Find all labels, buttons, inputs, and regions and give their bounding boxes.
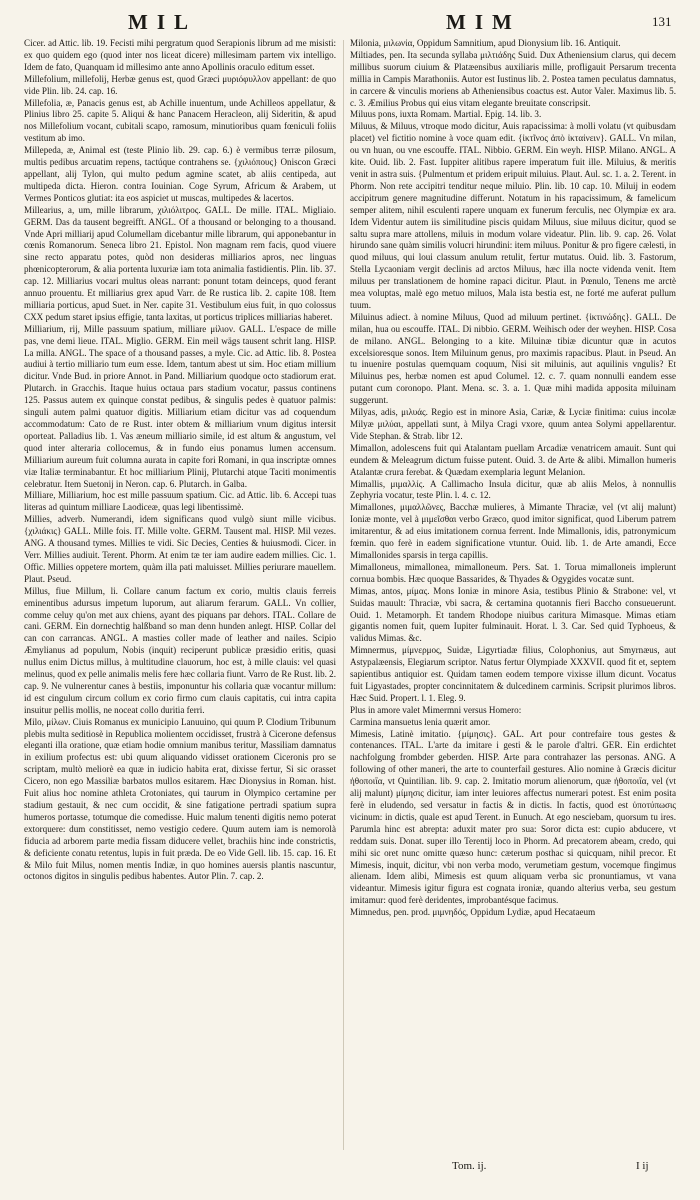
dictionary-entry: Millus, fiue Millum, li. Collare canum factum ex corio, multis clauis ferreis eminentibus adursus impetum luporum, aut aliarum ferarum. GALL. Vn collier, comme celuy qu'on met aux chiens, ayant des piquans par dehors. ITAL. Collare de cani. GERM. Ein dornechtig halßband so man denn hunden anlegt. HISP. Collar del can con carrancas. ANGL. A masties coller made of leather and nailes. Scipio Æmylianus ad populum, Nobis (inquit) reciperunt publicæ præsidio eritis, quasi nullus enim Dictus millus, à multitudine clauorum, hoc est, à mille clauis: vel quasi melinus, quod ex pelle animalis melis fere hæc collaria fiunt. Varro de Re Rust. lib. 2. cap. 9. Ne vulnerentur canes à bestiis, imponuntur his collaria quæ vocantur millum: id est cingulum circum collum ex corio firmo cum clauis capitatis, cui intra capita insuitur pellis mollis, ne noceat collo duritia ferri. [24,585,336,715]
signature-mark: I ij [636,1160,649,1172]
dictionary-entry: Cicer. ad Attic. lib. 19. Fecisti mihi pergratum quod Serapionis librum ad me misisti: ex quo quidem ego (quod inter nos liceat dicere) millesimam partem vix intelligo. Idem de fato, Quanquam id millesimo ante anno Apollinis oraculo editum esset. [24,38,336,72]
dictionary-entry: Mimnedus, pen. prod. μιμνηδός, Oppidum Lydiæ, apud Hecataeum [350,907,596,918]
dictionary-entry: Carmina mansuetus lenia quærit amor. [350,716,491,727]
dictionary-entry: Milliare, Milliarium, hoc est mille passuum spatium. Cic. ad Attic. lib. 6. Accepi tuas literas ad quintum milliare Laodiceæ, quas legi libentissimè. [24,490,336,513]
dictionary-entry: Miltiades, pen. Ita secunda syllaba μιλτιάδης Suid. Dux Atheniensium clarus, qui decem millibus suorum ciuium & Platæensibus auxiliaris mille, profligauit Persarum trecenta millia in Campis Marathoniis. Autor est Iustinus lib. 2. Postea tamen peculatus damnatus, in carcere & vinculis moriens ab Atheniensibus coactus est. Autor Valer. Maximus lib. 5. c. 3. Æmilius Probus qui eius vitam elegante breuitate conscripsit. [350,49,676,108]
dictionary-entry: Mimallones, μιμαλλῶνες, Bacchæ mulieres, à Mimante Thraciæ, vel (vt alij malunt) Ioniæ monte, vel à μιμεῖσθαι verbo Græco, quod imitor significat, quod Liberum patrem imitarentur, & ad eius imitationem cornua ferrent. Inde Mimallonis, idis, patronymicum fœmin. quo ferè in eadem significatione vtuntur. Ouid. lib. 1. de Arte amandi, Ecce Mimallonides sparsis in terga capillis. [350,502,676,560]
dictionary-entry: Millies, adverb. Numerandi, idem significans quod vulgò siunt mille vicibus. {χιλιάκις} GALL. Mille fois. IT. Mille volte. GERM. Tausent mal. HISP. Mil vezes. ANG. A thousand tymes. Millies te vidi. Sic Decies, Centies & huiusmodi. Cicer. in Verr. Millies audiuit. Terent. Phorm. At enim tæ ter iam audire eadem millies. Cic. 1. Offic. Millies oppetere mortem, quàm illa pati maluisset. Millies periurare mauellem. Plaut. Pseud. [24,514,336,584]
dictionary-entry: Millearius, a, um, mille librarum, χιλιόλιτρος. GALL. De mille. ITAL. Migliaio. GERM. Das da tausent begreifft. ANGL. Of a thousand or belonging to a thousand. Vnde Apri milliarij apud Columellam dicebantur mille librarum, qui apponebantur in cœnis Romanorum. Seneca libro 21. Epistol. Non magnam rem facis, quod viuere sine recto apparatu potes, quòd non desideras milliarios apros, nec linguas phœnicopterorum, & alia portenta luxuriæ iam tota animalia fastidientis. Plin. lib. 37. cap. 12. Milliarius vocari multus oleas narrant: ponunt totam deinceps, quod ferant annuo prouentu. Et milliarius grex apud Varr. de Re rustica lib. 2. capite 108. Item milliaria porticus, apud Suet. in Ner. capite 31. Vestibulum eius fuit, in quo colossus CXX pedum staret ipsius effigie, tanta laxitas, ut porticus triplices milliarias haberet. [24,204,336,322]
dictionary-entry: Miluus pons, iuxta Romam. Martial. Epig. 14. lib. 3. [350,109,542,120]
volume-label: Tom. ij. [452,1160,487,1172]
dictionary-entry: Miluus, & Miluus, vtroque modo dicitur, Auis rapacissima: à molli volatu (vt quibusdam placet) vel fictitio nomine à voce quam edit. {ἰκτῖνος ἀπὸ ἰκταίνειν}. GALL. Vn milan, ou vn huan, ou vne escouffe. ITAL. Nibbio. GERM. Ein weyh. HISP. Milano. ANGL. A kite. Ouid. lib. 2. Fast. Iuppiter alitibus rapere imperatum fuit ille. Miluius, & meritis venit in astra suis. {Pulmentum et pridem eripuit miluius. Plaut. Aul. sc. 1. a. 2. Terent. in Phorm. Non rete accipitri tenditur neque miluio. Plin. lib. 10 cap. 10. Miluij in eodem accipitrum genere magnitudine differunt. Notatum in his rapacissimum, & famelicum semper alitem, nihil esculenti rapere unquam ex funerum ferculis, nec Olympiæ ex ara. Idem Videntur autem iis similitudine piscis quidam Miluus, siue miluus dicitur, quod se saltu supra mare attollens, miluis in modum volare videatur. Plin. lib. 9. cap. 26. Volat hirundo sane quàm similis volucri hirundini: item miluus. Ponitur & pro figere cælesti, in quod miluus, qui loui classum anulum retulit, fertur mutatus. Ouid. lib. 3. Fastorum, Stella Lycaoniam vergit declinis ad arctos Miluus, hæc illa nocte videnda venit. Item miluus per translationem de homine rapaci dicitur. Plaut. in Pœnulo, Tenens me arctè mea voluptas, malè ego metuo miluos, Mala ista bestia est, ne forté me auferat pullum tuum. [350,121,676,310]
dictionary-entry: Mimesis, Latinè imitatio. {μίμησις}. GAL. Art pour contrefaire tous gestes & contenances. ITAL. L'arte da imitare i gesti & le parole d'altri. GER. Ein erdichtet nachfolgung frombder geberden. HISP. Arte para contrahazer las personas. ANG. A following of other maneri, the arte to counterfail gestures. Alio nomine à Græcis dicitur ἠθοποιΐα, vt Quintilian. lib. 9. cap. 2. Imitatio morum alienorum, quæ ἠθοποιΐα, vel (vt alij malunt) μίμησις dicitur, iam inter leuiores affectus numerari potest. Est enim posita ferè in eludendo, sed versatur in factis & in dictis. In factis, quod est ὑποτύπωσις vicinum: in dictis, quale est apud Terent. in Eunuch. At ego nesciebam, quorsum tu ires. Parumla hinc est abrepta: aduxit mater pro sua: Soror dicta est: cupio abducere, vt reddam suis. Donat. super illo Terentij loco in Phorm. Ad precatorem abeam, credo, qui mihi sic oret nunc omitte quæso hunc: cæterum posthac si quicquam, nihil precor. Et Mimesis, inquit, dicitur, vbi non verba modo, verumetiam gestum, vocemque fingimus alienam. Idem alibi, Mimesis est quum aliquam verba sic pronuntiamus, vt vana videantur. Mimesis igitur figura est cognata ironiæ, quando alterius verba, seu gestum imitamur: quod ferè deridentes, improbantésque facimus. [350,728,676,906]
dictionary-entry: Millepeda, æ, Animal est (teste Plinio lib. 29. cap. 6.) è vermibus terræ pilosum, multis pedibus arcuatim repens, tactúque contrahens se. {χιλιόπους} Oniscon Græci appellant, alij Tylon, qui multo pedum agmine scatet, ab aliis centipeda, aut multipeda dicta. Hieron. contra Iouinian. Coge Syrum, Africum & Arabem, ut Vermes Ponticos glutiat: ita eos aspiciet ut muscas, multipedes & lacertos. [24,145,336,203]
left-running-head: MIL [128,10,197,34]
dictionary-entry: Miluinus adiect. à nomine Miluus, Quod ad miluum pertinet. {ἰκτινώδης}. GALL. De milan, hua ou escouffe. ITAL. Di nibbio. GERM. Weihisch oder der weyhen. HISP. Cosa de milano. ANGL. Belonging to a kite. Miluinæ tibiæ dicuntur quæ in acutos excelsioresque sonos. Item Miluinum genus, pro maximis rapacibus. Plaut. in Pseud. An tu inuenire postulas quemquam coquum, Nisi sit miluinis, aut aquilinis vngulis? Et Miluinus pes, herbæ nomen est apud Columel. 12. c. 7. quam nonnulli eandem esse putant cum coronopo. Plant. Mena. sc. 3. a. 1. Quæ mihi madida apposita miluinam suggerunt. [350,311,676,406]
dictionary-entry: Mimas, antos, μίμας. Mons Ioniæ in minore Asia, testibus Plinio & Strabone: vel, vt Suidas mauult: Thraciæ, vbi sacra, & certamina quotannis fieri Baccho consueuerunt. Ouid. 1. Metamorph. Et tandem Rhodope niuibus caritura Mimasque. Mimas etiam gigantis nomen fuit, quem Iupiter fulminauit. Horat. l. 3. Car. Sed quid Typhoeus, & validus Mimas. &c. [350,585,676,644]
dictionary-entry: Mimnermus, μίμνερμος, Suidæ, Ligyrtiadæ filius, Colophonius, aut Smyrnæus, aut Astypalæensis, Elegiarum scriptor. Natus fertur Olympiade XXXVII. quod fit et, septem sapientibus antiquior est. Quidam tamen eodem tempore vixisse illum dicunt. Vocatus fuit Ligyastades, propter concinnitatem & dulcedinem carminis. Scripsit plurimos libros. Hæc Suid. Propert. l. 1. Eleg. 9. [350,645,676,703]
right-column [350,38,676,1150]
dictionary-entry: Milo, μίλων. Ciuis Romanus ex municipio Lanuuino, qui quum P. Clodium Tribunum plebis multa seditiosè in Republica molientem occidisset, frustrà à Cicerone defensus eleganti illa oratione, quæ etiam hodie omnium manibus teritur, Massiliam damnatus in exilium profectus est: ubi quum aliquando vidisset orationem Ciceronis pro se scriptam, multò meliorè ea quæ in iudicio habita erat, dixisse fertur, Si sic orasset Cicero, non ego Massiliæ barbatos mullos esitarem. Hæc Dionysius in Roman. hist. Fuit alius hoc nomine athleta Crotoniates, qui taurum in Olympico certamine per stadium gestauit, & nec cum occidit, & sine fatigatione pertradi spatium supra humeros portasse, totumque die comedisse. Huic malum tenenti digitis nemo poterat extorquere: dum constitisset, nemo vestigio cedere. Quum autem iam is nemorolà fiducia ad arborem parte media fissam diducere vellet, brachiis hinc inde constrictis, & deficiente conatu retentus, lupis in fuit præda. De eo Vide Gell. lib. 15. cap. 16. Et & Milo fuit Milus, nomen mentis Indiæ, in quo homines auersis plantis nascuntur, octonos digitos in singulis pedibus habentes. Autor Plin. 7. cap. 2. [24,716,336,882]
column-divider [343,40,344,1150]
dictionary-entry: Mimallis, μιμαλλίς. A Callimacho Insula dicitur, quæ ab aliis Melos, à nonnullis Zephyria vocatur, teste Plin. l. 4. c. 12. [350,478,676,501]
dictionary-entry: Millefolium, millefolij, Herbæ genus est, quod Græci μυριόφυλλον appellant: de quo vide Plin. lib. 24. cap. 16. [24,73,336,96]
dictionary-entry: Millefolia, æ, Panacis genus est, ab Achille inuentum, unde Achilleos appellatur, & Plinius libro 25. capite 5. Aliqui & hanc Panacem Heracleon, alij Sideritin, & apud nos Millefolium vocant, cubitali scapo, ramosum, minutioribus quam fœniculi foliis vestitum ab imo. [24,97,336,144]
right-running-head: MIM [446,10,521,34]
dictionary-entry: Milonia, μιλωνία, Oppidum Samnitium, apud Dionysium lib. 16. Antiquit. [350,38,621,48]
dictionary-entry: Milliarium, rij, Mille passuum spatium, milliare μίλιον. GALL. L'espace de mille pas, vne demi lieue. ITAL. Miglio. GERM. Ein meil wägs tausent schrit lang. HISP. La milla. ANGL. The space of a thousand passes, a myle. Cic. ad Attic. lib. 8. Postea audiui à tertio milliario tum eum esse. Idem, tantum abest ut sim. Hoc etiam millium dicitur. Vnde Bud. in priore Annot. in Pand. Milliarium quodque octo stadiorum erat. Plutarch. in Gracchis. Itaque huius octaua pars stadium vocatur, passus continens 125. Passus autem ex quinque constat pedibus, & singulis pedes è quatuor palmis: singuli autem palmi quatuor digitis. Milliarium etiam dicitur vas ad coquendum accommodatum: Cato de re Rust. inter obtem & milliarium vnum digitus intersit oporteat. Palladius lib. 1. Vas æneum milliario simile, id est altum & angustum, vel quod inter alteraria collocemus, & in fundo eius ponamus lumen accensum. Milliarium aureum fuit columna aurata in capite fori Romani, in qua inscriptæ omnes viæ Italiæ terminabantur. Et hoc milliarium Plinij, Plutarchi atque Taciti monimentis celebratur. Item Suetonij in Neron. cap. 6. Plutarch. in Galba. [24,323,336,489]
page-number: 131 [652,14,672,29]
left-column [24,38,336,1150]
dictionary-entry: Mimallon, adolescens fuit qui Atalantam puellam Arcadiæ venatricem amauit. Sunt qui eundem & Meleagrum dictum fuisse putent. Ouid. 3. de Arte & alibi. Mimallon humeris Atalantæ crura ferebat. & Quædam exemplaria legunt Melanion. [350,442,676,477]
dictionary-entry: Plus in amore valet Mimermni versus Homero: [350,704,522,715]
dictionary-entry: Milyas, adis, μιλυάς. Regio est in minore Asia, Cariæ, & Lyciæ finitima: cuius incolæ Milyæ μιλύαι, appellati sunt, à Milya Cragi vxore, quum antea Solymi appellarentur. Vide Stephan. & Strab. libr 12. [350,407,676,441]
dictionary-entry: Mimalloneus, mimallonea, mimalloneum. Pers. Sat. 1. Torua mimalloneis implerunt cornua bombis. Hæc quoque Bassarides, & Thyades & Ogygides vocatæ sunt. [350,561,676,584]
